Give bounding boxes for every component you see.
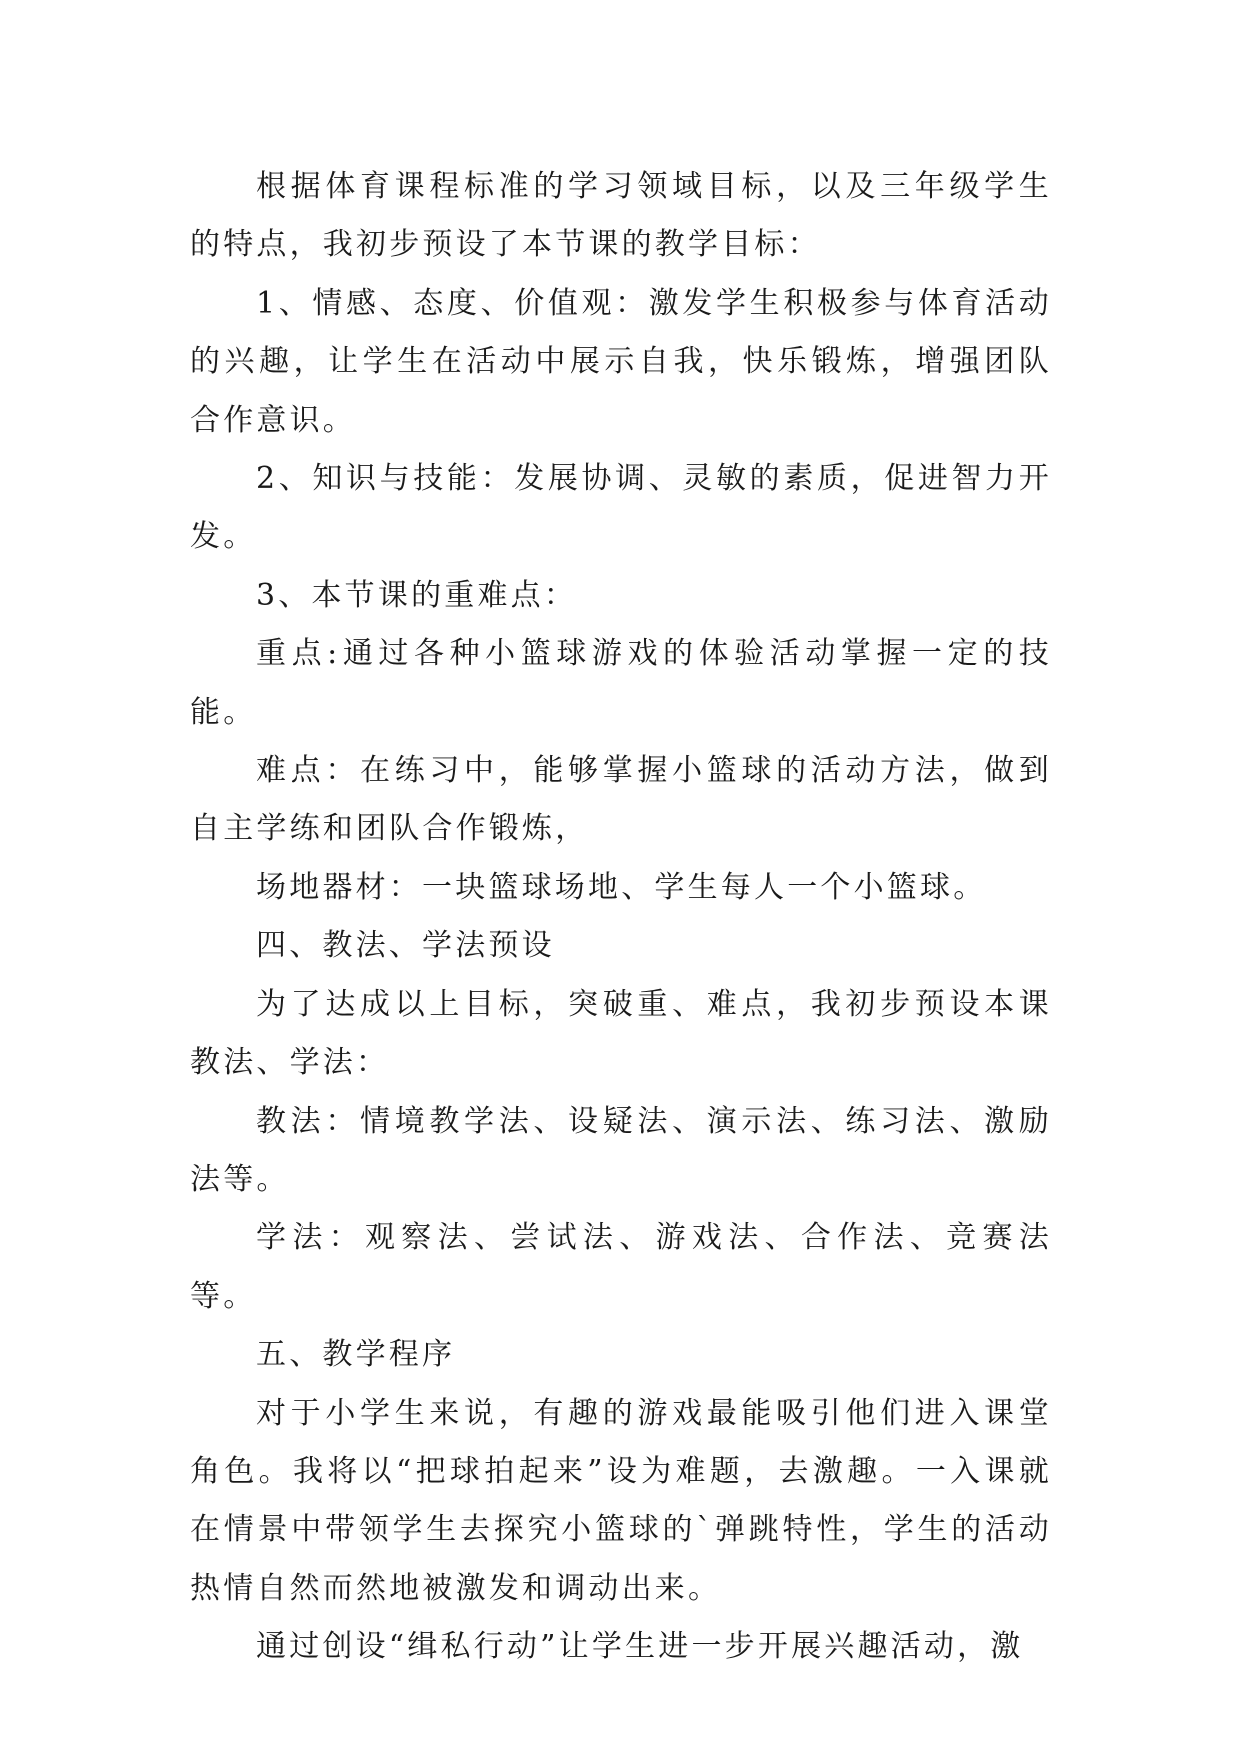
section-heading-procedure: 五、教学程序 <box>256 1337 456 1373</box>
paragraph-methods-intro: 为了达成以上目标，突破重、难点，我初步预设本课教法、学法： <box>190 986 1052 1081</box>
paragraph-learning-methods: 学法：观察法、尝试法、游戏法、合作法、竞赛法等。 <box>190 1220 1052 1314</box>
paragraph-procedure-activity: 通过创设“缉私行动”让学生进一步开展兴趣活动，激 <box>256 1629 1024 1665</box>
paragraph-objective-skills: 2、知识与技能：发展协调、灵敏的素质，促进智力开发。 <box>190 461 1052 555</box>
document-body <box>190 158 1052 1677</box>
paragraph-difficult-point: 难点：在练习中，能够掌握小篮球的活动方法，做到自主学练和团队合作锻炼， <box>190 753 1052 847</box>
paragraph-equipment: 场地器材：一块篮球场地、学生每人一个小篮球。 <box>256 869 987 905</box>
paragraph-objective-emotion: 1、情感、态度、价值观：激发学生积极参与体育活动的兴趣，让学生在活动中展示自我，快乐锻炼，增强团队合作意识。 <box>190 285 1052 438</box>
section-heading-methods: 四、教法、学法预设 <box>256 928 555 964</box>
paragraph-key-point: 重点:通过各种小篮球游戏的体验活动掌握一定的技能。 <box>190 636 1052 730</box>
paragraph-objectives-intro: 根据体育课程标准的学习领域目标，以及三年级学生的特点，我初步预设了本节课的教学目标： <box>190 169 1052 263</box>
paragraph-procedure-intro: 对于小学生来说，有趣的游戏最能吸引他们进入课堂角色。我将以“把球拍起来”设为难题，去激趣。一入课就在情景中带领学生去探究小篮球的`弹跳特性，学生的活动热情自然而然地被激发和调动出来。 <box>190 1395 1052 1606</box>
paragraph-teaching-methods: 教法：情境教学法、设疑法、演示法、练习法、激励法等。 <box>190 1103 1052 1197</box>
paragraph-key-points-heading: 3、本节课的重难点： <box>256 577 578 613</box>
